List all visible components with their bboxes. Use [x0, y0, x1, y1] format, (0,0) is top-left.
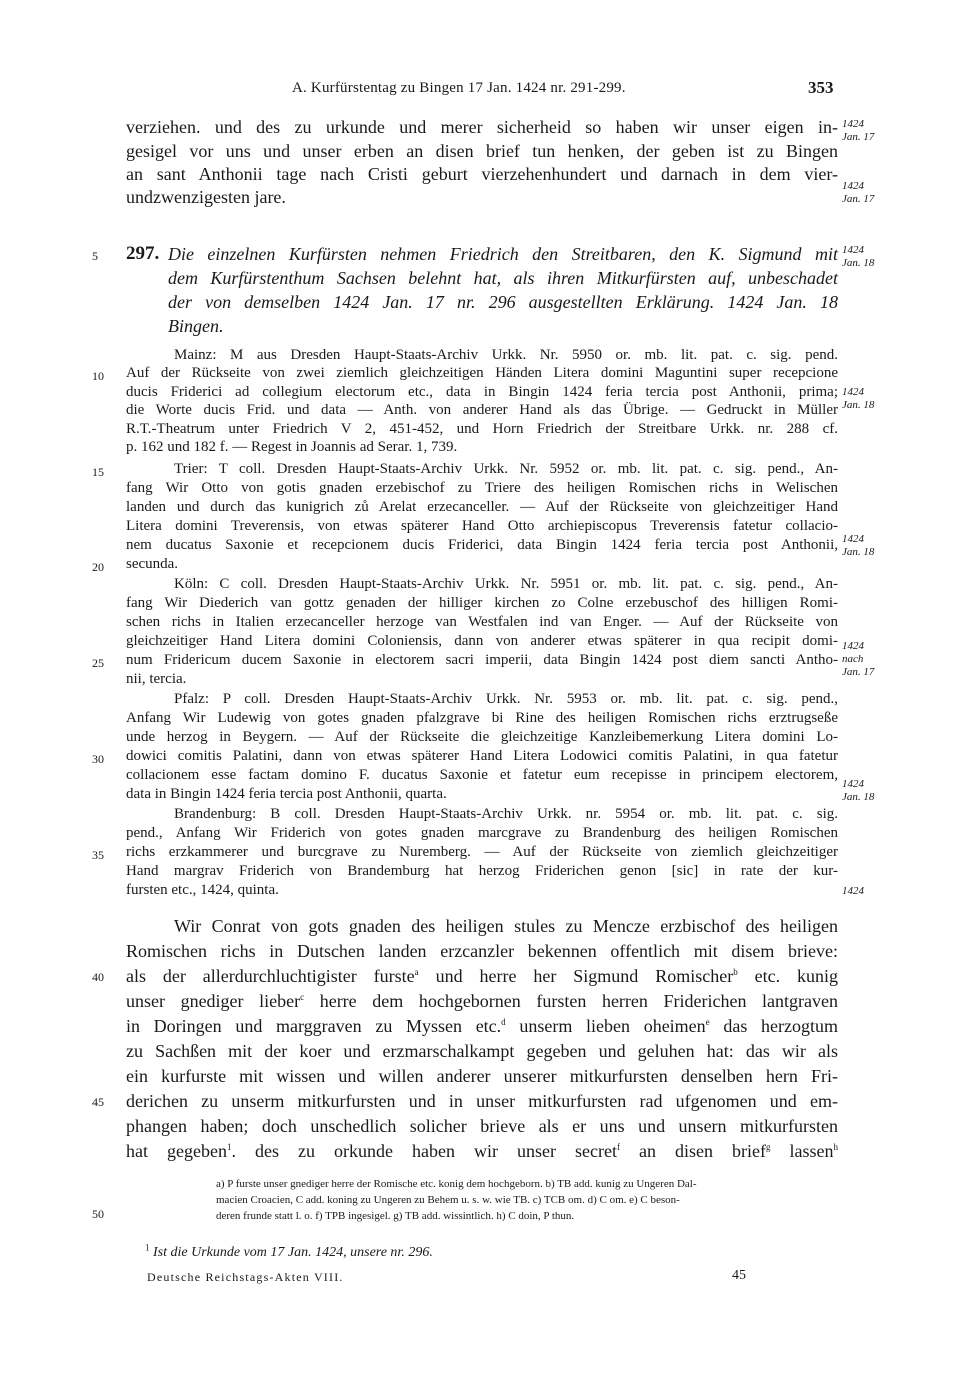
text-segment: lassen [789, 1141, 834, 1161]
apparatus-line: dowici comitis Palatini, dann von etwas späterer Hand Litera Lodowici comitis Palatini, in qua fatetur [126, 748, 838, 764]
apparatus-line: gleichzeitiger Hand Litera domini Coloniensis, dann von anderer etwas späterer in qua recipit domi- [126, 633, 838, 649]
apparatus-line: Brandenburg: B coll. Dresden Haupt-Staats-Archiv Urkk. nr. 5954 or. mb. lit. pat. c. sig. [174, 806, 838, 822]
footnote-mark: 1 [226, 1142, 232, 1152]
text-segment: herre dem hochgebornen fursten herren Friderichen lantgraven [319, 991, 839, 1011]
margin-date: 1424 Jan. 17 [842, 180, 875, 205]
document-number: 297. [126, 243, 160, 264]
heading-line: dem Kurfürstenthum Sachsen belehnt hat, als ihren Mitkurfürsten auf, unbeschadet [168, 268, 838, 288]
margin-date: 1424 Jan. 17 [842, 118, 875, 143]
variant-mark: b [733, 967, 738, 977]
line-number: 20 [92, 560, 104, 574]
apparatus-line: die Worte ducis Frid. und data — Anth. von anderer Hand als das Übrige. — Gedruckt in Müller [126, 402, 838, 418]
text-segment: unser gnediger lieber [126, 991, 301, 1011]
main-text-line: phangen haben; doch unschedlich solicher brieve als er uns und unsern mitkurfursten [126, 1116, 838, 1136]
signature-mark: 45 [732, 1268, 746, 1283]
text-segment: an disen brief [639, 1141, 766, 1161]
apparatus-line: pend., Anfang Wir Friderich von gotes gnaden marcgrave zu Brandenburg des heiligen Romischen [126, 825, 838, 841]
text-segment: und herre her Sigmund Romischer [435, 966, 734, 986]
main-text-line: derichen zu unserm mitkurfursten und in unser mitkurfursten rad ufgenomen und em- [126, 1091, 838, 1111]
line-number: 40 [92, 970, 104, 984]
heading-line: Bingen. [168, 316, 224, 336]
text-line: an sant Anthonii tage nach Cristi geburt vierzehenhundert und darnach in dem vier- [126, 164, 838, 184]
running-header: A. Kurfürstentag zu Bingen 17 Jan. 1424 nr. 291-299. [292, 80, 626, 96]
line-number: 5 [92, 249, 98, 263]
critical-note-line: macien Croacien, C add. koning zu Ungeren zu Behem u. s. w. wie TB. c) TCB om. d) C om. e) C beson- [216, 1194, 680, 1206]
margin-date: 1424 nach Jan. 17 [842, 640, 875, 678]
line-number: 15 [92, 465, 104, 479]
apparatus-line: collacionem esse factam domino F. ducatus Saxonie et fatetur eum recepisse in principem electorem, [126, 767, 838, 783]
margin-date: 1424 [842, 885, 864, 897]
heading-line: Die einzelnen Kurfürsten nehmen Friedrich den Streitbaren, den K. Sigmund mit [168, 244, 838, 264]
text-line: gesigel vor uns und unser erben an disen brief tun henken, der geben ist zu Bingen [126, 141, 838, 161]
apparatus-line: Anfang Wir Ludewig von gotes gnaden pfalzgrave bi Rine des heiligen Romischen richs erztrugseße [126, 710, 838, 726]
apparatus-line: p. 162 und 182 f. — Regest in Joannis ad Serar. 1, 739. [126, 439, 458, 455]
apparatus-line: nem ducatus Saxonie et recepcionem ducis Friderici, data Bingin 1424 feria tercia post Anthonii, [126, 537, 838, 553]
text-segment: des zu orkunde haben wir unser secret [255, 1141, 617, 1161]
footnote-text: Ist die Urkunde vom 17 Jan. 1424, unsere nr. 296. [153, 1245, 433, 1260]
text-segment: in Doringen und marggraven zu Myssen etc. [126, 1016, 502, 1036]
apparatus-line: landen und durch das kunigrich zů Arelat erzecanceller. — Auf der Rückseite von gleichzeitiger Hand [126, 499, 838, 515]
margin-date: 1424 Jan. 18 [842, 244, 875, 269]
line-number: 50 [92, 1207, 104, 1221]
apparatus-line: nii, tercia. [126, 671, 187, 687]
apparatus-line: Auf der Rückseite von zwei ziemlich gleichzeitigen Händen Litera domini Maguntini super recepcione [126, 365, 838, 381]
main-text-line [126, 966, 838, 987]
apparatus-line: Mainz: M aus Dresden Haupt-Staats-Archiv Urkk. Nr. 5950 or. mb. lit. pat. c. sig. pend. [174, 347, 838, 363]
text-segment: als der allerdurchluchtigister furste [126, 966, 415, 986]
line-number: 35 [92, 848, 104, 862]
variant-mark: e [705, 1017, 710, 1027]
variant-mark: a [414, 967, 419, 977]
main-text-line [126, 1016, 838, 1037]
variant-mark: d [501, 1017, 506, 1027]
apparatus-line: Trier: T coll. Dresden Haupt-Staats-Archiv Urkk. Nr. 5952 or. mb. lit. pat. c. sig. pend., An- [174, 461, 838, 477]
line-number: 45 [92, 1095, 104, 1109]
line-number: 10 [92, 369, 104, 383]
page-number: 353 [808, 78, 834, 97]
critical-note-line: a) P furste unser gnediger herre der Romische etc. konig dem hochgeborn. b) TB add. kunig zu Ungeren Dal- [216, 1178, 697, 1190]
main-text-line: Romischen richs in Dutschen landen erzcanzler bekennen offentlich mit disem brieve: [126, 941, 838, 961]
apparatus-line: unde herzog in Beygern. — Auf der Rückseite die gleichzeitige Kanzleibemerkung Litera domini Lo- [126, 729, 838, 745]
text-segment: etc. kunig [754, 966, 839, 986]
margin-date: 1424 Jan. 18 [842, 778, 875, 803]
apparatus-line: fursten etc., 1424, quinta. [126, 882, 279, 898]
apparatus-line: Pfalz: P coll. Dresden Haupt-Staats-Archiv Urkk. Nr. 5953 or. mb. lit. pat. c. sig. pend., [174, 691, 838, 707]
text-line: verziehen. und des zu urkunde und merer sicherheid so haben wir unser eigen in- [126, 117, 838, 137]
apparatus-line: ducis Friderici ad collegium electorum etc., data in Bingin 1424 feria tercia post Anthonii, prima; [126, 384, 838, 400]
main-text-line [126, 991, 838, 1012]
variant-mark: g [766, 1142, 771, 1152]
critical-note-line: deren frunde statt l. o. f) TPB ingesigel. g) TB add. wissintlich. h) C doin, P thun. [216, 1210, 575, 1222]
heading-line: der von demselben 1424 Jan. 17 nr. 296 ausgestellten Erklärung. 1424 Jan. 18 [168, 292, 838, 312]
apparatus-line: schen richs in Italien erzecanceller herzoge van Westfalen ind van Enger. — Auf der Rückseite von [126, 614, 838, 630]
main-text-line: hat gegeben$^1$. des zu orkunde haben wir unser secret$^f$ an disen brief$^g$ lassen$^h$ [126, 1141, 839, 1161]
variant-mark: h [833, 1142, 839, 1152]
main-text-line: ein kurfurste mit wissen und willen anderer unserer mitkurfursten denselben hern Fri- [126, 1066, 838, 1086]
text-line: undzwenzigesten jare. [126, 187, 286, 207]
apparatus-line: fang Wir Diederich van gottz genaden der hilliger kirchen zo Colne erzebuschof des hilligen Romi- [126, 595, 838, 611]
line-number: 25 [92, 656, 104, 670]
series-title: Deutsche Reichstags-Akten VIII. [147, 1270, 344, 1284]
variant-mark: c [300, 992, 305, 1002]
text-segment: unserm lieben oheimen [519, 1016, 706, 1036]
apparatus-line: num Fridericum ducem Saxonie in electorem sacri imperii, data Bingin 1424 post diem sancti Antho- [126, 652, 838, 668]
line-number: 30 [92, 752, 104, 766]
footnote [145, 1242, 433, 1261]
apparatus-line: Litera domini Treverensis, von etwas späterer Hand Otto archiepiscopus Treverensis fatetur collacio- [126, 518, 838, 534]
margin-date: 1424 Jan. 18 [842, 533, 875, 558]
apparatus-line: richs erzkammerer und burcgrave zu Nuremberg. — Auf der Rückseite von ziemlich gleichzeitiger [126, 844, 838, 860]
apparatus-line: fang Wir Otto von gotis gnaden erzebischof zu Triere des heiligen Romischen richs in Welischen [126, 480, 838, 496]
variant-mark: f [616, 1142, 620, 1152]
main-text-line: zu Sachßen mit der koer und erzmarschalkampt gegeben und geluhen hat: das wir als [126, 1041, 838, 1061]
margin-date: 1424 Jan. 18 [842, 386, 875, 411]
apparatus-line: secunda. [126, 556, 179, 572]
main-text-line: Wir Conrat von gots gnaden des heiligen stules zu Mencze erzbischof des heiligen [174, 916, 838, 936]
apparatus-line: data in Bingin 1424 feria tercia post Anthonii, quarta. [126, 786, 447, 802]
text-segment: das herzogtum [723, 1016, 839, 1036]
footnote-mark: 1 [145, 1242, 150, 1253]
apparatus-line: Hand margrav Friderich von Brandemburg hat herzog Friderichen genon [sic] in rate der kur- [126, 863, 838, 879]
text-segment: hat gegeben [126, 1141, 227, 1161]
apparatus-line: R.T.-Theatrum unter Friedrich V 2, 451-452, und Horn Friedrich der Streitbare Urkk. nr. 288 cf. [126, 421, 838, 437]
apparatus-line: Köln: C coll. Dresden Haupt-Staats-Archiv Urkk. Nr. 5951 or. mb. lit. pat. c. sig. pend., An- [174, 576, 838, 592]
